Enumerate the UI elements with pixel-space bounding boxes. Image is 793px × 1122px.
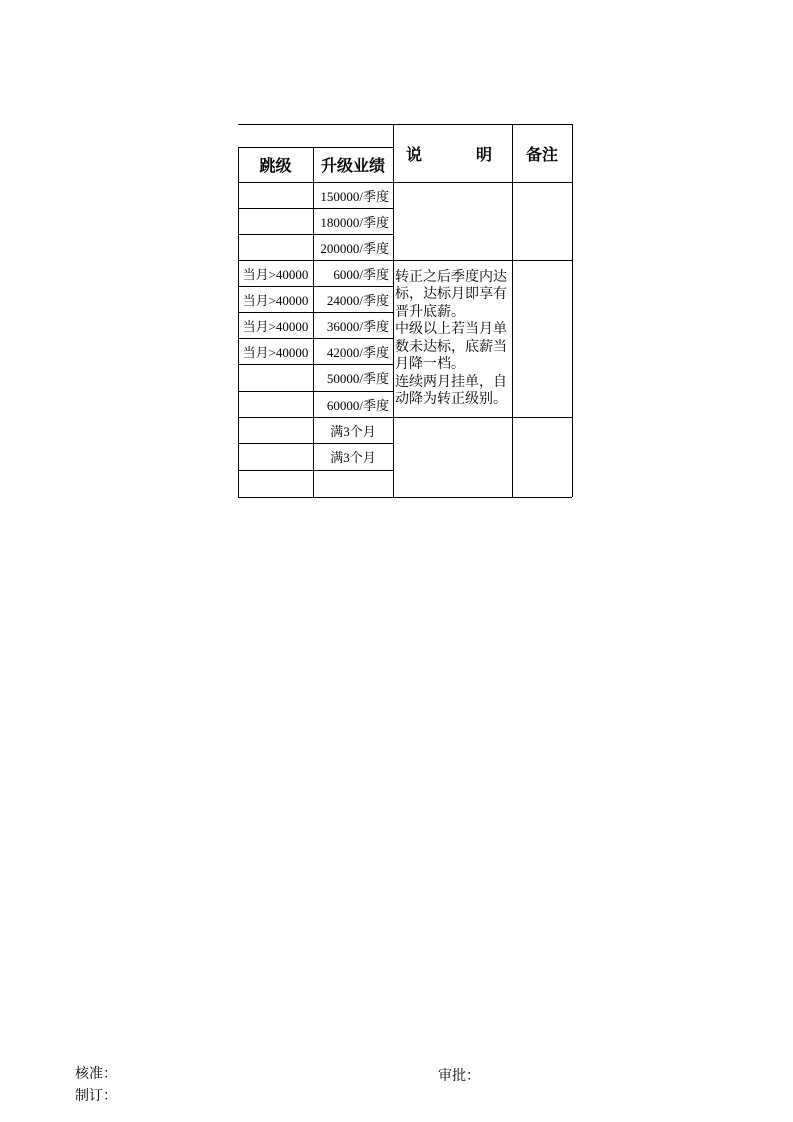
explanation-paragraph: 中级以上若当月单数未达标，底薪当月降一档。	[395, 322, 507, 372]
table-cell-performance: 180000/季度	[320, 214, 389, 230]
table-cell-jump: 当月>40000	[242, 344, 309, 360]
table-cell-performance	[313, 470, 393, 497]
table-cell-performance: 42000/季度	[326, 344, 389, 360]
table-cell-performance: 满3个月	[330, 423, 376, 439]
header-jump-level: 跳级	[259, 158, 292, 175]
header-remarks: 备注	[525, 146, 558, 164]
section-divider	[238, 417, 572, 418]
table-cell-performance: 60000/季度	[326, 397, 389, 413]
header-explanation-char1: 说	[406, 146, 423, 164]
table-cell-jump: 当月>40000	[242, 292, 309, 308]
header-explanation	[393, 124, 512, 182]
table-cell-performance: 50000/季度	[326, 371, 389, 386]
table-cell-jump: 当月>40000	[242, 266, 309, 282]
approve-label: 核准：	[75, 1067, 117, 1082]
table-cell-performance: 满3个月	[330, 450, 376, 465]
review-label: 审批：	[438, 1069, 480, 1084]
table-bottom-border	[238, 497, 572, 498]
explanation-text	[395, 260, 511, 417]
table-cell-performance: 150000/季度	[320, 188, 389, 204]
header-bottom-border	[238, 182, 572, 183]
explanation-paragraph: 连续两月挂单，自动降为转正级别。	[395, 374, 507, 407]
explanation-paragraph: 转正之后季度内达标，达标月即享有晋升底薪。	[395, 269, 507, 320]
table-cell-performance: 6000/季度	[333, 266, 389, 282]
header-upgrade-performance: 升级业绩	[320, 158, 385, 175]
header-explanation-char2: 明	[475, 146, 492, 164]
table-cell-jump: 当月>40000	[242, 318, 309, 334]
table-cell-performance: 24000/季度	[326, 292, 389, 308]
draft-label: 制订：	[75, 1089, 117, 1104]
table-cell-performance: 200000/季度	[320, 240, 389, 256]
table-cell-performance: 36000/季度	[326, 318, 389, 334]
table-right-border	[572, 124, 573, 497]
